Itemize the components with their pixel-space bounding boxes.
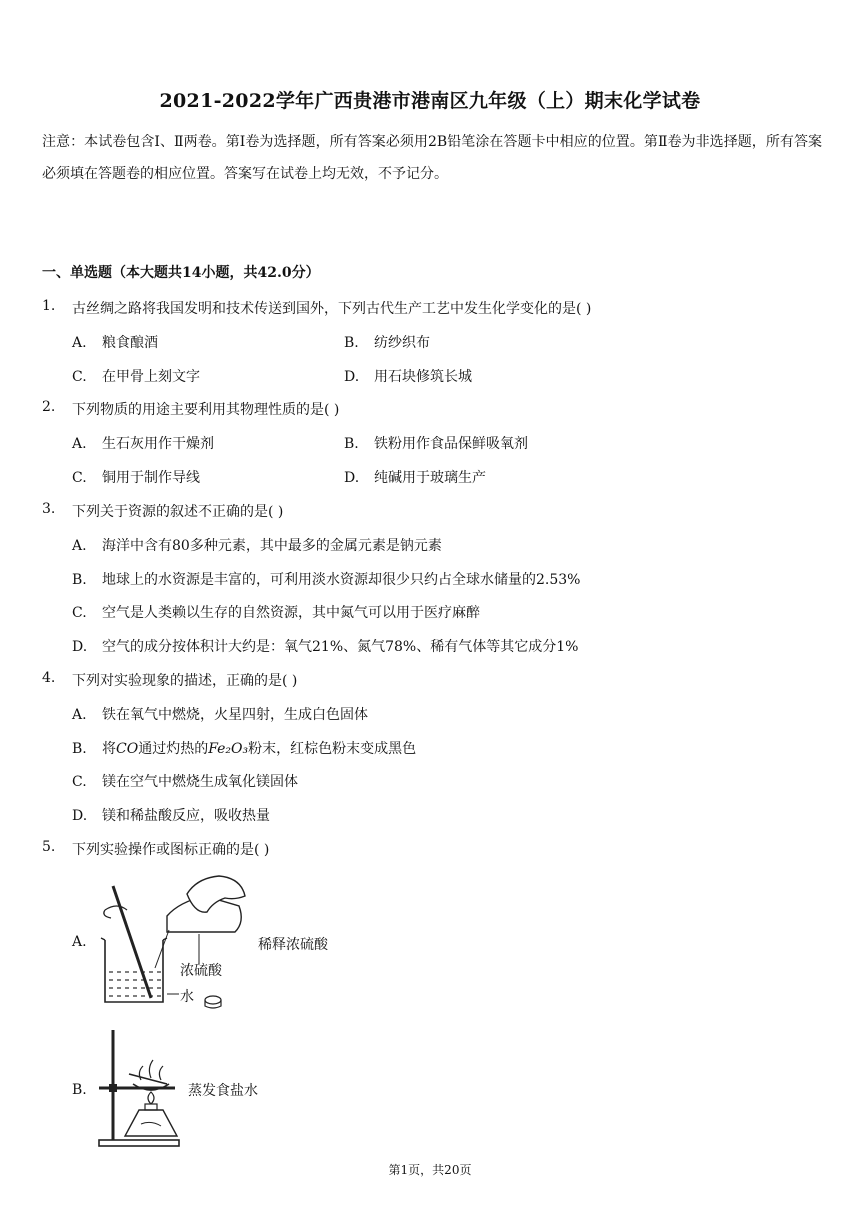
- option-text-post: 粉末，红棕色粉末变成黑色: [248, 741, 417, 757]
- option-d: [344, 366, 472, 386]
- label-conc-sulfuric-acid: 浓硫酸: [180, 963, 222, 979]
- label-water: 水: [180, 989, 194, 1005]
- question-number: 4.: [42, 670, 56, 686]
- option-c: [72, 602, 480, 622]
- option-letter: B.: [72, 741, 87, 757]
- option-text: 生石灰用作干燥剂: [102, 436, 214, 452]
- page-number: 第1页，共20页: [388, 1163, 472, 1177]
- option-letter: A.: [72, 538, 87, 554]
- dilution-figure: [95, 872, 255, 1012]
- option-text-pre: 将: [102, 741, 116, 757]
- evaporation-figure: [95, 1026, 185, 1150]
- option-letter: C.: [72, 369, 87, 385]
- option-letter: C.: [72, 470, 87, 486]
- option-a: [72, 535, 442, 555]
- option-d: [72, 805, 270, 825]
- option-text: 空气是人类赖以生存的自然资源，其中氮气可以用于医疗麻醉: [102, 605, 480, 621]
- option-letter: A.: [72, 436, 87, 452]
- option-d: [344, 467, 486, 487]
- option-b: [72, 738, 416, 758]
- option-text: 用石块修筑长城: [374, 369, 472, 385]
- figure-caption: 蒸发食盐水: [188, 1083, 258, 1099]
- option-letter: D.: [344, 369, 360, 385]
- question-text: 下列物质的用途主要利用其物理性质的是( ): [72, 402, 340, 418]
- option-letter: D.: [72, 808, 88, 824]
- option-letter: A.: [72, 707, 87, 723]
- formula-co: CO: [116, 741, 139, 757]
- question-number: 5.: [42, 839, 56, 855]
- option-text: 镁在空气中燃烧生成氧化镁固体: [102, 774, 298, 790]
- option-letter: B.: [72, 572, 87, 588]
- formula-fe2o3: Fe₂O₃: [208, 741, 249, 757]
- option-text: 在甲骨上刻文字: [102, 369, 200, 385]
- option-c: [72, 366, 200, 386]
- question-number: 3.: [42, 501, 56, 517]
- option-b-letter: B.: [72, 1082, 87, 1098]
- option-letter: B.: [344, 335, 359, 351]
- option-letter: B.: [344, 436, 359, 452]
- question-text: 下列实验操作或图标正确的是( ): [72, 842, 270, 858]
- exam-notice: 注意：本试卷包含Ⅰ、Ⅱ两卷。第Ⅰ卷为选择题，所有答案必须用2B铅笔涂在答题卡中相应的位置。第Ⅱ卷为非选择题，所有答案必须填在答题卷的相应位置。答案写在试卷上均无效，不予记分。: [42, 134, 822, 182]
- option-text: 地球上的水资源是丰富的，可利用淡水资源却很少只约占全球水储量的2.53%: [102, 572, 581, 588]
- option-letter: D.: [72, 639, 88, 655]
- option-letter: C.: [72, 774, 87, 790]
- option-text: 粮食酿酒: [102, 335, 158, 351]
- question-number: 2.: [42, 399, 56, 415]
- section-title: 一、单选题（本大题共14小题，共42.0分）: [42, 265, 320, 281]
- question-text: 古丝绸之路将我国发明和技术传送到国外，下列古代生产工艺中发生化学变化的是( ): [72, 301, 592, 317]
- option-b: [344, 332, 430, 352]
- option-letter: A.: [72, 335, 87, 351]
- option-b: [72, 569, 580, 589]
- option-text: 海洋中含有80多种元素，其中最多的金属元素是钠元素: [102, 538, 442, 554]
- option-text: 纯碱用于玻璃生产: [374, 470, 486, 486]
- figure-caption: 稀释浓硫酸: [258, 937, 328, 953]
- option-d: [72, 636, 578, 656]
- question-number: 1.: [42, 298, 56, 314]
- option-c: [72, 467, 200, 487]
- question-text: 下列关于资源的叙述不正确的是( ): [72, 504, 284, 520]
- option-text: 铜用于制作导线: [102, 470, 200, 486]
- option-b: [344, 433, 528, 453]
- question-text: 下列对实验现象的描述，正确的是( ): [72, 673, 298, 689]
- option-c: [72, 771, 298, 791]
- option-text: 镁和稀盐酸反应，吸收热量: [102, 808, 270, 824]
- option-text: 纺纱织布: [374, 335, 430, 351]
- option-a: [72, 332, 158, 352]
- option-text: 铁在氧气中燃烧，火星四射，生成白色固体: [102, 707, 368, 723]
- option-letter: C.: [72, 605, 87, 621]
- option-a-letter: A.: [72, 934, 87, 950]
- option-a: [72, 704, 368, 724]
- option-text: 铁粉用作食品保鲜吸氧剂: [374, 436, 528, 452]
- option-text-mid: 通过灼热的: [138, 741, 209, 757]
- page-title: 2021-2022学年广西贵港市港南区九年级（上）期末化学试卷: [159, 90, 701, 112]
- option-a: [72, 433, 214, 453]
- option-letter: D.: [344, 470, 360, 486]
- option-text: 空气的成分按体积计大约是：氧气21%、氮气78%、稀有气体等其它成分1%: [102, 639, 579, 655]
